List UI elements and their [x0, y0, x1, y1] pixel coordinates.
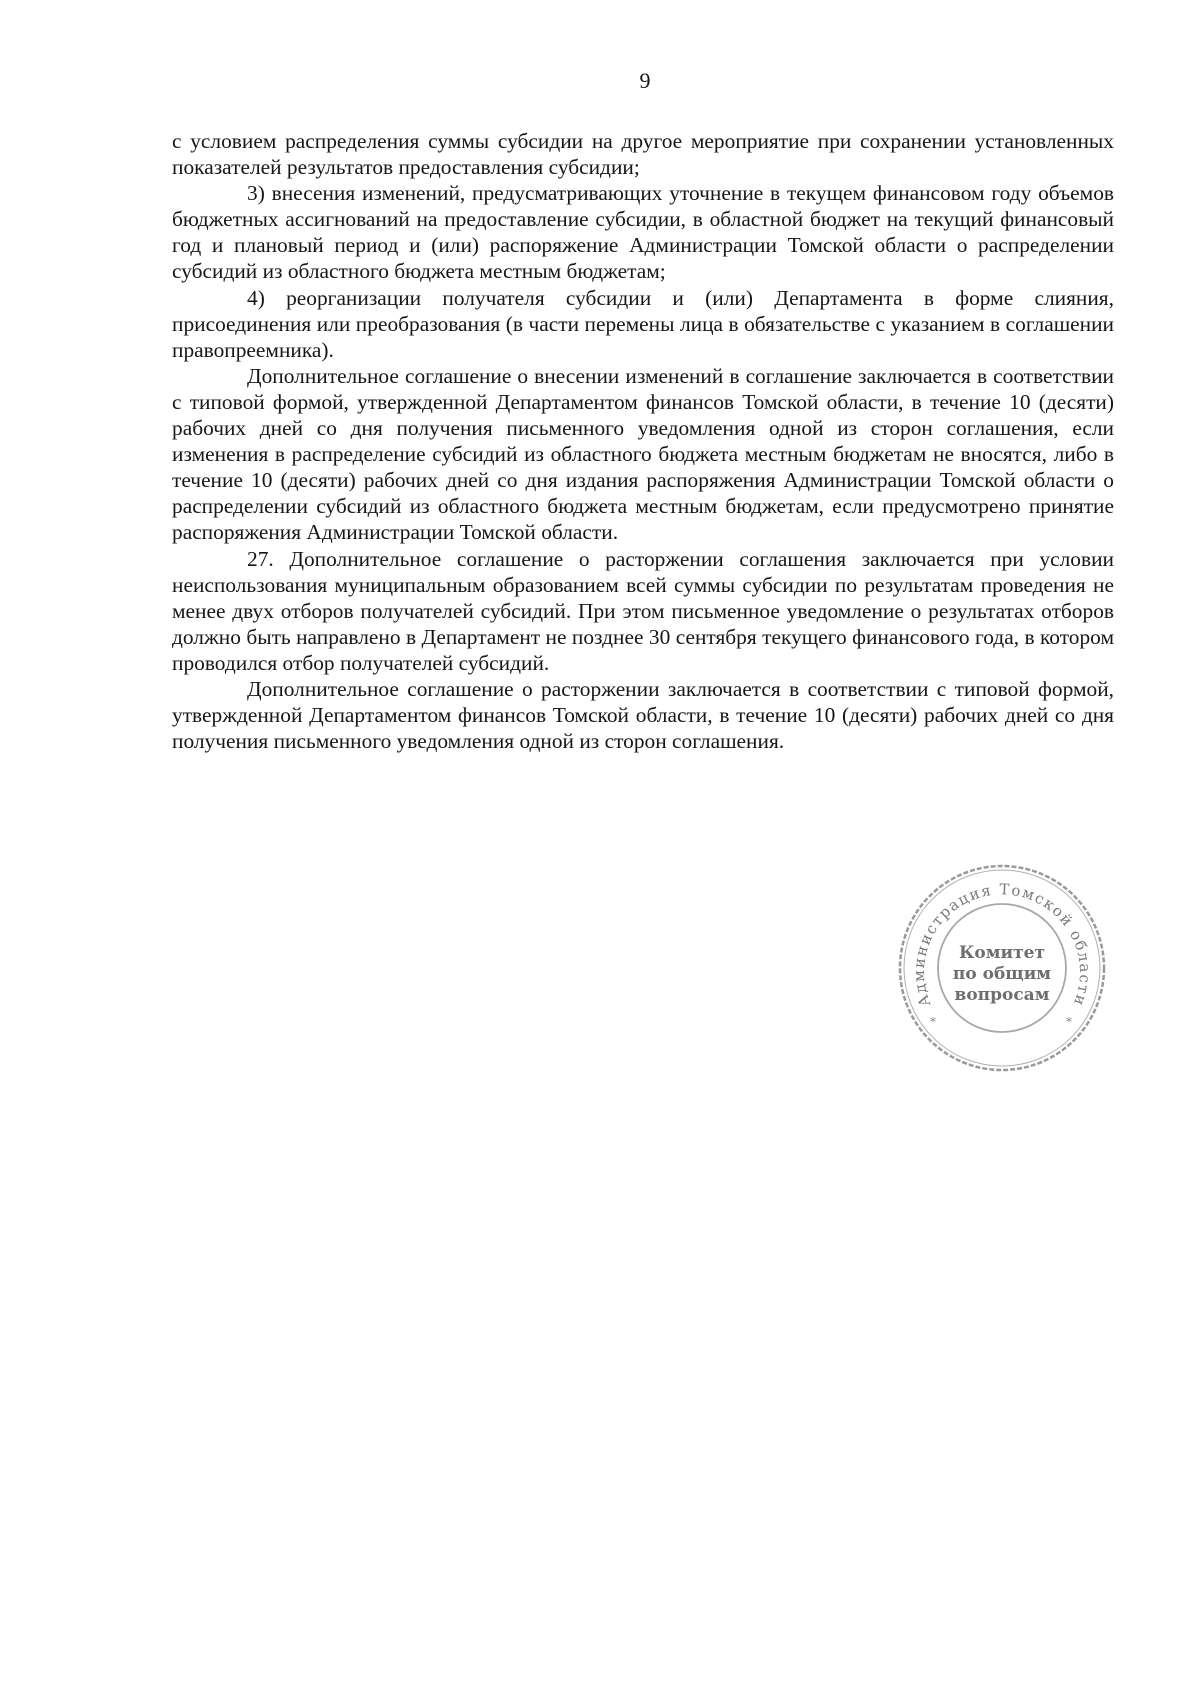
stamp-ring-text: Администрация Томской области [909, 880, 1095, 1010]
paragraph-termination: Дополнительное соглашение о расторжении заключается в соответствии с типовой формой, утвержденной Департаментом финансов Томской области, в течение 10 (десяти) рабочих дней со дня получения письменного уведомления одной из сторон соглашения. [172, 676, 1114, 754]
paragraph-clause-27: 27. Дополнительное соглашение о расторжении соглашения заключается при условии неиспользования муниципальным образованием всей суммы субсидии по результатам проведения не менее двух отборов получателей субсидий. При этом письменное уведомление о результатах отборов должно быть направлено в Департамент не позднее 30 сентября текущего финансового года, в котором проводился отбор получателей субсидий. [172, 546, 1114, 675]
svg-text:*: * [1066, 1015, 1072, 1029]
official-stamp [896, 862, 1108, 1074]
stamp-line-1: Комитет [958, 943, 1046, 963]
stamp-line-3: вопросам [954, 985, 1050, 1005]
paragraph-item-3: 3) внесения изменений, предусматривающих уточнение в текущем финансовом году объемов бюджетных ассигнований на предоставление субсидии, в областной бюджет на текущий финансовый год и плановый период и (или) распоряжение Администрации Томской области о распределении субсидий из областного бюджета местным бюджетам; [172, 181, 1114, 284]
stamp-seal-icon [896, 862, 1108, 1074]
stamp-line-2: по общим [952, 964, 1052, 984]
svg-text:*: * [930, 1015, 936, 1029]
paragraph-amendment: Дополнительное соглашение о внесении изменений в соглашение заключается в соответствии с типовой формой, утвержденной Департаментом финансов Томской области, в течение 10 (десяти) рабочих дней со дня получения письменного уведомления одной из сторон соглашения, если изменения в распределение субсидий из областного бюджета местным бюджетам не вносятся, либо в течение 10 (десяти) рабочих дней со дня издания распоряжения Администрации Томской области о распределении субсидий из областного бюджета местным бюджетам, если предусмотрено принятие распоряжения Администрации Томской области. [172, 363, 1114, 545]
page-number: 9 [639, 68, 651, 93]
paragraph-item-4: 4) реорганизации получателя субсидии и (или) Департамента в форме слияния, присоединения или преобразования (в части перемены лица в обязательстве с указанием в соглашении правопреемника). [172, 285, 1114, 362]
document-body [172, 128, 1114, 754]
paragraph-continuation: с условием распределения суммы субсидии на другое мероприятие при сохранении установленных показателей результатов предоставления субсидии; [172, 129, 1114, 180]
